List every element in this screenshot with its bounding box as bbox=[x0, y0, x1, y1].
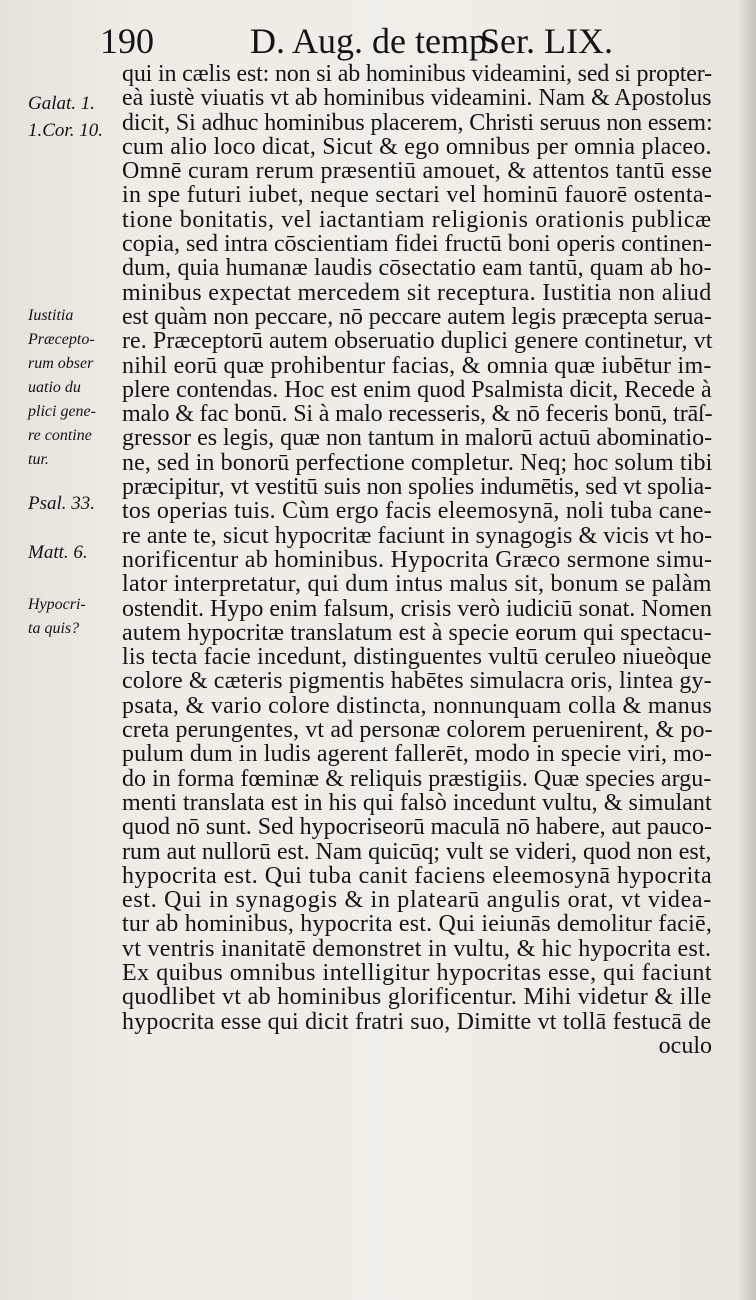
text-line: ostendit. Hypo enim falsum, crisis verò iudiciū sonat. Nomen bbox=[122, 596, 712, 621]
sermon-number: Ser. LIX. bbox=[480, 21, 613, 61]
margin-note-line: re contine bbox=[28, 427, 92, 444]
text-line: in spe futuri iubet, neque sectari vel hominū fauorē ostenta- bbox=[122, 183, 713, 208]
margin-note-hypocrita bbox=[28, 593, 120, 641]
margin-note-line: tur. bbox=[28, 451, 49, 468]
text-line: tione bonitatis, vel iactantiam religionis orationis publicæ bbox=[122, 207, 712, 233]
margin-note-line: Iustitia bbox=[28, 307, 74, 324]
text-line: quod nō sunt. Sed hypocriseorū maculā nō habere, aut pauco- bbox=[122, 815, 712, 840]
text-line: copia, sed intra cōscientiam fidei fructū boni operis continen- bbox=[122, 232, 712, 257]
text-line: quodlibet vt ab hominibus glorificentur. Mihi videtur & ille bbox=[122, 985, 712, 1010]
text-line: eà iustè viuatis vt ab hominibus videamini. Nam & Apostolus bbox=[122, 86, 712, 111]
text-line: autem hypocritæ translatum est à specie eorum qui spectacu- bbox=[122, 620, 712, 646]
text-line: menti translata est in his qui falsò incedunt vultu, & simulant bbox=[122, 790, 712, 816]
text-line: cum alio loco dicat, Sicut & ego omnibus per omnia placeo. bbox=[122, 134, 712, 160]
text-line: præcipitur, vt vestitū suis non spolies indumētis, sed vt spolia- bbox=[122, 475, 712, 500]
main-text-column bbox=[122, 62, 722, 1058]
text-line: ne, sed in bonorū perfectione completur. Neq; hoc solum tibi bbox=[122, 450, 713, 476]
text-line: dicit, Si adhuc hominibus placerem, Christi seruus non essem: bbox=[122, 110, 713, 135]
text-line: Ex quibus omnibus intelligitur hypocritas esse, qui faciunt bbox=[122, 960, 713, 986]
text-line: plere contendas. Hoc est enim quod Psalmista dicit, Recede à bbox=[122, 377, 712, 403]
margin-note-line: uatio du bbox=[28, 379, 81, 396]
text-line: est quàm non peccare, nō peccare autem legis præcepta serua- bbox=[122, 304, 712, 330]
page-number: 190 bbox=[100, 21, 154, 61]
text-line: dum, quia humanæ laudis cōsectatio eam tantū, quam ab ho- bbox=[122, 256, 712, 281]
margin-notes bbox=[0, 0, 122, 1300]
text-line: tos operias tuis. Cùm ergo facis eleemosynā, noli tuba cane- bbox=[122, 499, 712, 524]
text-line: colore & cæteris pigmentis habētes simulacra oris, lintea gy- bbox=[122, 669, 712, 694]
margin-note-cor: 1.Cor. 10. bbox=[28, 120, 103, 141]
text-line: lator interpretatur, qui dum intus malus sit, bonum se palàm bbox=[122, 572, 712, 597]
text-line: qui in cælis est: non si ab hominibus videamini, sed si propter- bbox=[122, 62, 712, 87]
text-line: pulum dum in ludis agerent fallerēt, modo in specie viri, mo- bbox=[122, 742, 713, 767]
text-line: nihil eorū quæ prohibentur facias, & omnia quæ iubētur im- bbox=[122, 353, 712, 378]
text-line: creta perungentes, vt ad personæ colorem peruenirent, & po- bbox=[122, 718, 713, 743]
text-line: hypocrita esse qui dicit fratri suo, Dimitte vt tollā festucā de bbox=[122, 1009, 712, 1034]
text-line: norificentur ab hominibus. Hypocrita Græco sermone simu- bbox=[122, 547, 713, 573]
catchword: oculo bbox=[658, 1033, 712, 1059]
margin-note-line: ta quis? bbox=[28, 620, 80, 637]
text-line: vt ventris inanitatē demonstret in vultu, & hic hypocrita est. bbox=[122, 936, 712, 961]
text-line: re. Præceptorū autem obseruatio duplici genere continetur, vt bbox=[122, 329, 713, 354]
running-header bbox=[100, 18, 660, 64]
margin-note-line: Hypocri- bbox=[28, 596, 86, 613]
text-line: do in forma fœminæ & reliquis præstigiis. Quæ species argu- bbox=[122, 766, 712, 791]
margin-note-iustitia bbox=[28, 304, 120, 472]
text-line: re ante te, sicut hypocritæ faciunt in synagogis & vicis vt ho- bbox=[122, 523, 713, 548]
margin-note-galat: Galat. 1. bbox=[28, 93, 96, 114]
margin-note-line: plici gene- bbox=[28, 403, 96, 420]
running-title: D. Aug. de temp. bbox=[250, 21, 496, 61]
text-line: psata, & vario colore distincta, nonnunquam colla & manus bbox=[122, 693, 713, 719]
text-line: Omnē curam rerum præsentiū amouet, & attentos tantū esse bbox=[122, 159, 713, 184]
margin-note-line: Præcepto- bbox=[28, 331, 95, 348]
margin-note-psal: Psal. 33. bbox=[28, 493, 96, 514]
text-line: gressor es legis, quæ non tantum in malorū actuū abominatio- bbox=[122, 426, 713, 451]
text-line: minibus expectat mercedem sit receptura. Iustitia non aliud bbox=[122, 280, 712, 305]
margin-note-line: rum obser bbox=[28, 355, 94, 372]
text-line: tur ab hominibus, hypocrita est. Qui ieiunās demolitur faciē, bbox=[122, 912, 713, 937]
text-line: est. Qui in synagogis & in platearū angulis orat, vt videa- bbox=[122, 888, 712, 913]
text-line: lis tecta facie incedunt, distinguentes vultū ceruleo niueòque bbox=[122, 645, 712, 670]
text-line: hypocrita est. Qui tuba canit faciens eleemosynā hypocrita bbox=[122, 863, 713, 889]
text-line: malo & fac bonū. Si à malo recesseris, & nō feceris bonū, trāſ- bbox=[122, 402, 713, 427]
margin-note-matt: Matt. 6. bbox=[28, 542, 88, 563]
text-line: rum aut nullorū est. Nam quicūq; vult se videri, quod non est, bbox=[122, 839, 712, 864]
